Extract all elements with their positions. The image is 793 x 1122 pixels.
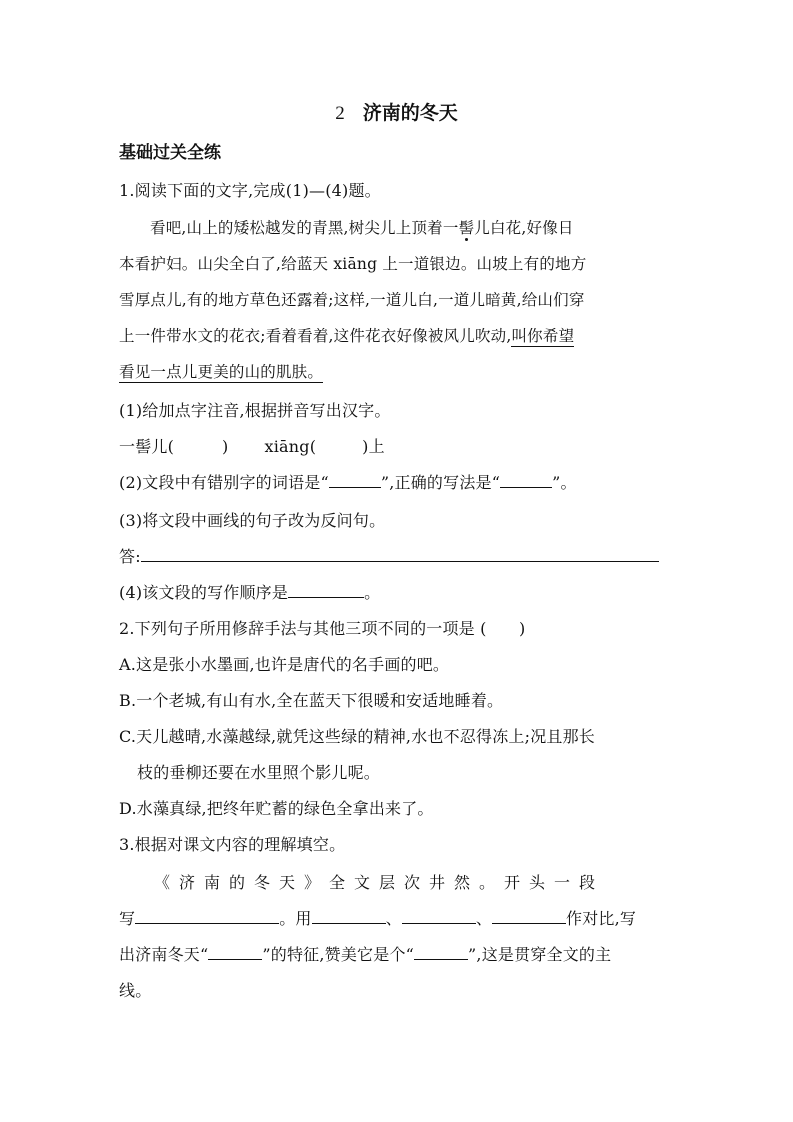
- q1-sub1: (1)给加点字注音,根据拼音写出汉字。: [119, 401, 391, 420]
- sub1-b-label: xiāng(: [264, 437, 317, 456]
- q2-option-c-line-2: 枝的垂柳还要在水里照个影儿呢。: [137, 763, 381, 782]
- q1-sub4: [119, 580, 380, 603]
- q3-text: 作对比,写: [566, 909, 637, 928]
- correct-word-blank[interactable]: [500, 473, 552, 488]
- lesson-title: [0, 98, 793, 125]
- underlined-sentence: 看见一点儿更美的山的肌肤。: [119, 363, 324, 381]
- q3-text: ”的特征,赞美它是个“: [262, 945, 415, 964]
- section-title: 基础过关全练: [119, 143, 221, 163]
- q2-option-c-line-1: C.天儿越晴,水藻越绿,就凭这些绿的精神,水也不忍得冻上;况且那长: [119, 727, 596, 746]
- q1-sub3: (3)将文段中画线的句子改为反问句。: [119, 511, 386, 530]
- q3-line-3: [119, 942, 611, 965]
- sub2-text: ”,正确的写法是“: [380, 473, 501, 492]
- q1-passage-line-1: [150, 216, 574, 238]
- sub2-text: (2)文段中有错别字的词语是“: [119, 473, 329, 492]
- contrast-blank-3[interactable]: [492, 909, 566, 924]
- q1-answer-line: [119, 544, 659, 567]
- sub4-text: (4)该文段的写作顺序是: [119, 583, 289, 602]
- q1-sub2: [119, 470, 577, 493]
- q3-text: 。用: [279, 909, 312, 928]
- sub1-a-label: 一髻儿(: [119, 437, 175, 456]
- contrast-blank-1[interactable]: [312, 909, 386, 924]
- q1-passage-line-5: [119, 360, 323, 382]
- q1-passage-line-3: 雪厚点儿,有的地方草色还露着;这样,一道儿白,一道儿暗黄,给山们穿: [119, 291, 585, 309]
- q3-text: 、: [385, 909, 402, 928]
- feature-blank[interactable]: [208, 945, 262, 960]
- q1-passage-line-4: [119, 324, 574, 346]
- underlined-sentence: 叫你希望: [511, 327, 575, 345]
- sub4-text: 。: [364, 583, 381, 602]
- praise-blank[interactable]: [414, 945, 468, 960]
- lesson-title-text: 济南的冬天: [362, 102, 458, 124]
- opening-blank[interactable]: [135, 909, 279, 924]
- q3-text: ”,这是贯穿全文的主: [468, 945, 612, 964]
- sub1-b-close: )上: [362, 437, 385, 456]
- q3-text: 写: [119, 909, 136, 928]
- sub1-a-close: ): [222, 437, 229, 456]
- passage-text: 上一件带水文的花衣;看着看着,这件花衣好像被风儿吹动,: [119, 327, 512, 345]
- q3-line-1: 《济南的冬天》全文层次井然。开头一段: [154, 873, 605, 892]
- q1-passage-line-2: 本看护妇。山尖全白了,给蓝天 xiāng 上一道银边。山坡上有的地方: [119, 255, 587, 273]
- passage-text: 儿白花,好像日: [474, 219, 574, 237]
- lesson-number: 2: [335, 103, 345, 124]
- q2-option-d: D.水藻真绿,把终年贮蓄的绿色全拿出来了。: [119, 799, 434, 818]
- q2-prompt: 2.下列句子所用修辞手法与其他三项不同的一项是 ( ): [119, 619, 526, 638]
- q3-text: 出济南冬天“: [119, 945, 209, 964]
- q3-line-2: [119, 906, 636, 929]
- dotted-char: 髻: [458, 219, 475, 237]
- q2-option-b: B.一个老城,有山有水,全在蓝天下很暖和安适地睡着。: [119, 691, 504, 710]
- sub2-text: ”。: [552, 473, 577, 492]
- q1-prompt: 1.阅读下面的文字,完成(1)—(4)题。: [119, 181, 381, 200]
- wrong-word-blank[interactable]: [329, 473, 381, 488]
- q3-text: 、: [475, 909, 493, 928]
- passage-text: 看吧,山上的矮松越发的青黑,树尖儿上顶着一: [150, 219, 459, 237]
- q3-prompt: 3.根据对课文内容的理解填空。: [119, 835, 346, 854]
- order-blank[interactable]: [288, 583, 364, 598]
- q3-line-4: 线。: [119, 981, 152, 1000]
- answer-blank[interactable]: [141, 547, 659, 562]
- q2-option-a: A.这是张小水墨画,也许是唐代的名手画的吧。: [119, 655, 450, 674]
- q1-sub1-blanks: [119, 434, 385, 457]
- contrast-blank-2[interactable]: [402, 909, 476, 924]
- answer-label: 答:: [119, 547, 141, 566]
